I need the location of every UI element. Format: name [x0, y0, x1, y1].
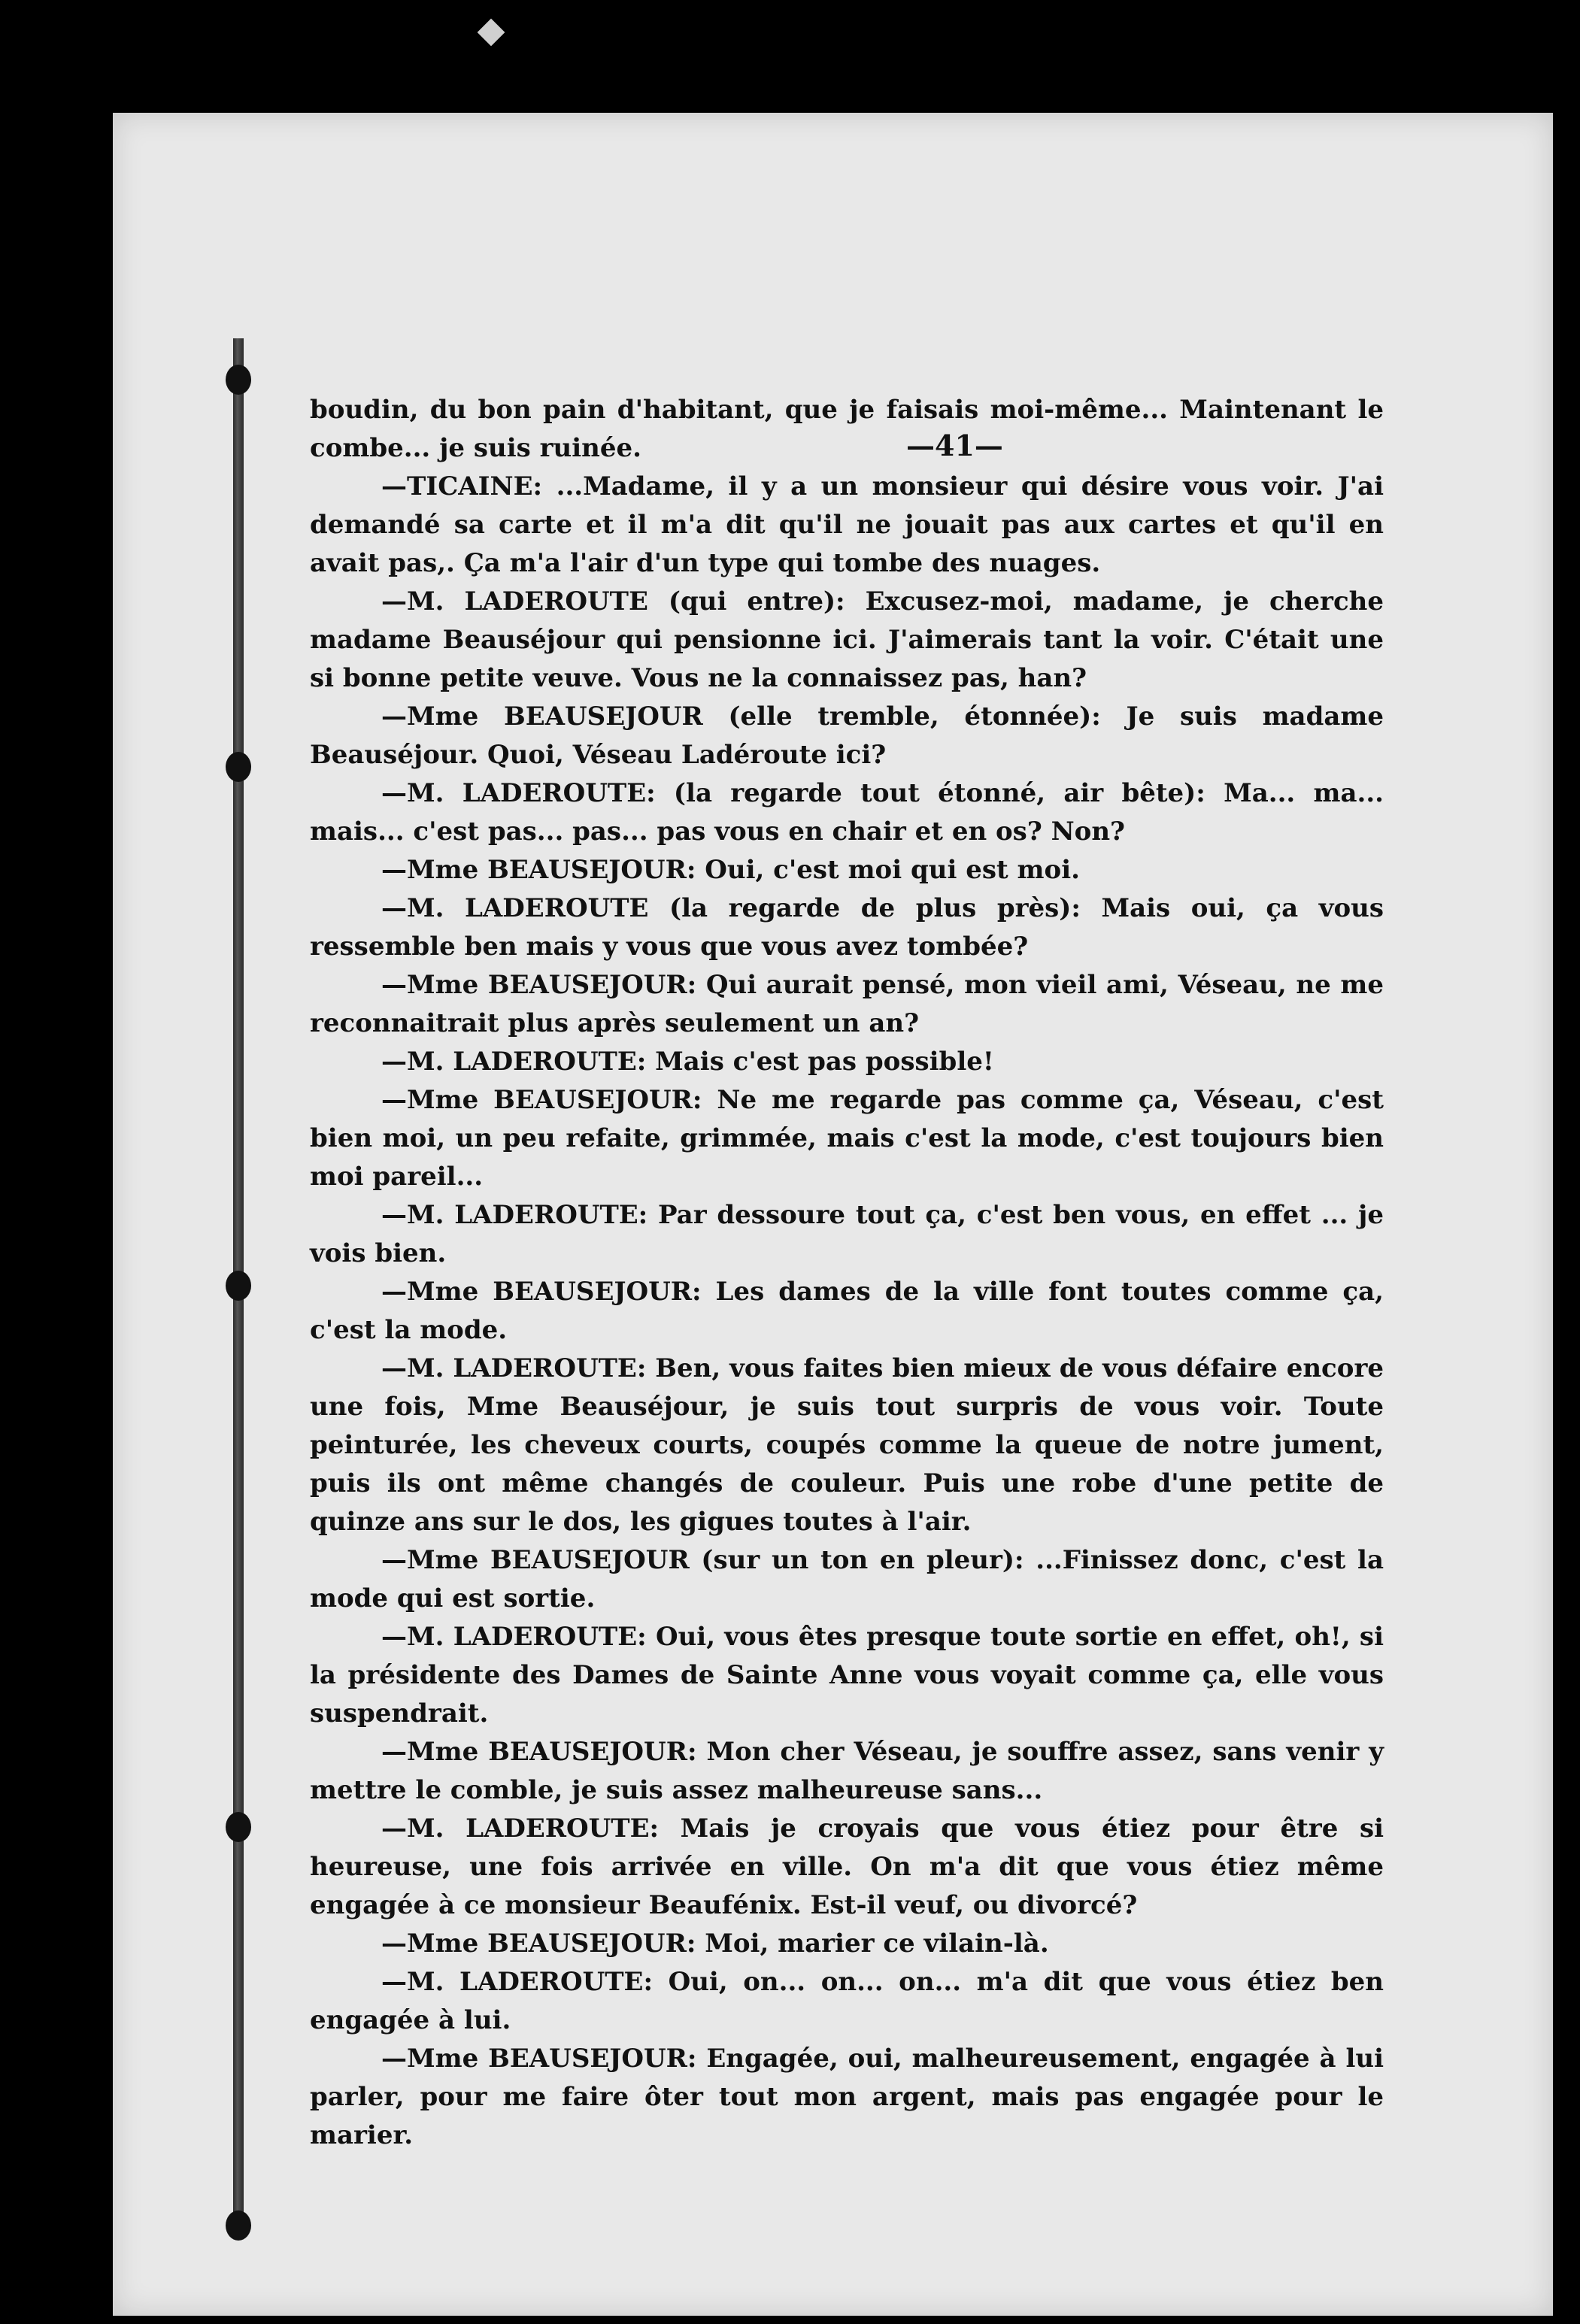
binding-stitch-4 [226, 1812, 251, 1842]
paragraph: —Mme BEAUSEJOUR: Moi, marier ce vilain-là. [381, 1929, 1049, 1959]
paragraph: boudin, du bon pain d'habitant, que je faisais moi-même... Maintenant le combe... je suis ruinée. [310, 395, 1384, 463]
play-text [310, 391, 1384, 2155]
paragraph: —M. LADEROUTE: Oui, on... on... on... m'a dit que vous étiez ben engagée à lui. [310, 1967, 1384, 2035]
binding-stitch-1 [226, 365, 251, 395]
paragraph: —Mme BEAUSEJOUR: Engagée, oui, malheureusement, engagée à lui parler, pour me faire ôter tout mon argent, mais pas engagée pour le marier. [310, 2044, 1384, 2150]
paragraph: —Mme BEAUSEJOUR: Les dames de la ville font toutes comme ça, c'est la mode. [310, 1277, 1384, 1345]
page-number: —41— [906, 429, 1003, 462]
paragraph: —Mme BEAUSEJOUR: Qui aurait pensé, mon vieil ami, Véseau, ne me reconnaitrait plus après seulement un an? [310, 970, 1384, 1038]
paragraph: —M. LADEROUTE: Ben, vous faites bien mieux de vous défaire encore une fois, Mme Beauséjour, je suis tout surpris de vous voir. Toute peinturée, les cheveux courts, coupés comme la queue de notre jument, puis ils ont même changés de couleur. Puis une robe d'une petite de quinze ans sur le dos, les gigues toutes à l'air. [310, 1353, 1384, 1537]
binding-stitch-5 [226, 2210, 251, 2241]
paragraph: —Mme BEAUSEJOUR: Oui, c'est moi qui est moi. [381, 855, 1080, 885]
paragraph: —M. LADEROUTE: Mais c'est pas possible! [381, 1047, 994, 1077]
binding-stitch-3 [226, 1271, 251, 1301]
paragraph: —M. LADEROUTE: Par dessoure tout ça, c'est ben vous, en effet ... je vois bien. [310, 1200, 1384, 1268]
paragraph: —M. LADEROUTE: (la regarde tout étonné, air bête): Ma... ma... mais... c'est pas... pas... pas vous en chair et en os? Non? [310, 778, 1384, 847]
paragraph: —Mme BEAUSEJOUR: Mon cher Véseau, je souffre assez, sans venir y mettre le comble, je suis assez malheureuse sans... [310, 1737, 1384, 1805]
paragraph: —Mme BEAUSEJOUR (sur un ton en pleur): ...Finissez donc, c'est la mode qui est sortie. [310, 1545, 1384, 1613]
paragraph: —TICAINE: ...Madame, il y a un monsieur qui désire vous voir. J'ai demandé sa carte et il m'a dit qu'il ne jouait pas aux cartes et qu'il en avait pas,. Ça m'a l'air d'un type qui tombe des nuages. [310, 471, 1384, 578]
scan-mark [478, 19, 505, 47]
paragraph: —M. LADEROUTE: Oui, vous êtes presque toute sortie en effet, oh!, si la présidente des Dames de Sainte Anne vous voyait comme ça, elle vous suspendrait. [310, 1622, 1384, 1729]
paragraph: —M. LADEROUTE (qui entre): Excusez-moi, madame, je cherche madame Beauséjour qui pensionne ici. J'aimerais tant la voir. C'était une si bonne petite veuve. Vous ne la connaissez pas, han? [310, 586, 1384, 693]
paragraph: —M. LADEROUTE: Mais je croyais que vous étiez pour être si heureuse, une fois arrivée en ville. On m'a dit que vous étiez même engagée à ce monsieur Beaufénix. Est-il veuf, ou divorcé? [310, 1813, 1384, 1920]
binding-stitch-2 [226, 752, 251, 782]
paragraph: —Mme BEAUSEJOUR: Ne me regarde pas comme ça, Véseau, c'est bien moi, un peu refaite, grimmée, mais c'est la mode, c'est toujours bien moi pareil... [310, 1085, 1384, 1192]
paragraph: —Mme BEAUSEJOUR (elle tremble, étonnée): Je suis madame Beauséjour. Quoi, Véseau Ladéroute ici? [310, 701, 1384, 770]
paragraph: —M. LADEROUTE (la regarde de plus près): Mais oui, ça vous ressemble ben mais y vous que vous avez tombée? [310, 893, 1384, 962]
